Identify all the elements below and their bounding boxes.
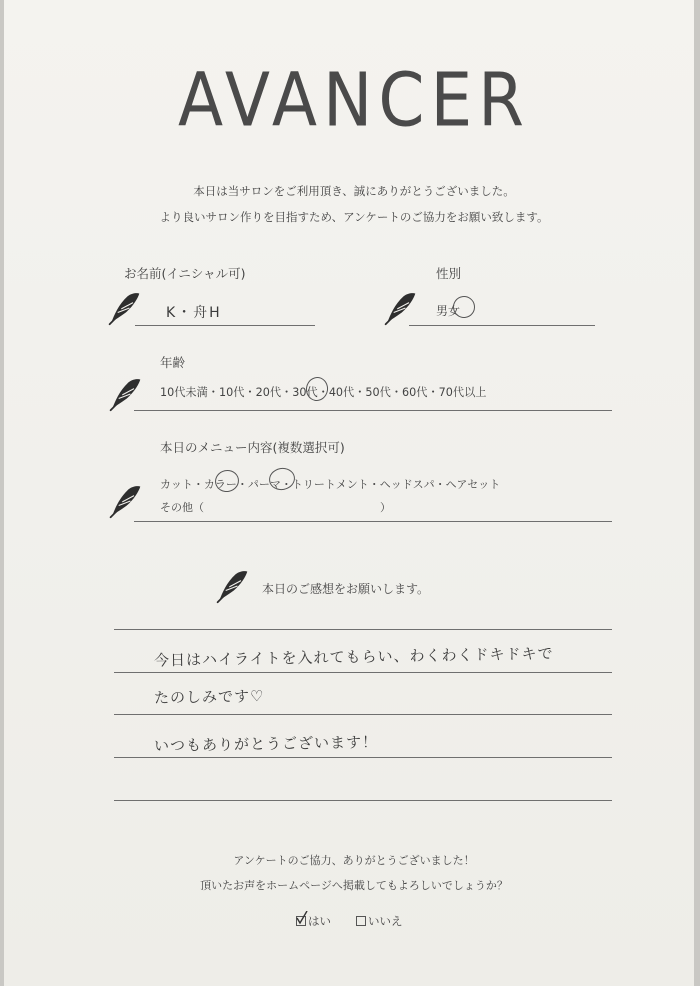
closing-line-2: 頂いたお声をホームページへ掲載してもよろしいでしょうか？ bbox=[200, 879, 508, 892]
feather-icon bbox=[382, 290, 418, 326]
feather-icon bbox=[106, 290, 142, 326]
closing-line-1: アンケートのご協力、ありがとうございました！ bbox=[233, 854, 475, 867]
publish-yes-option[interactable] bbox=[296, 913, 331, 929]
name-label: お名前(イニシャル可) bbox=[124, 266, 246, 281]
impression-text-line-2[interactable]: たのしみです♡ bbox=[153, 687, 265, 707]
impression-rule-5 bbox=[114, 800, 612, 801]
feather-icon bbox=[107, 376, 143, 412]
gender-underline bbox=[409, 325, 595, 326]
publish-no-option[interactable] bbox=[356, 913, 403, 929]
age-label: 年齢 bbox=[160, 355, 186, 370]
menu-other-option[interactable]: その他（ ） bbox=[160, 501, 391, 514]
name-underline bbox=[135, 325, 315, 326]
feather-icon bbox=[214, 568, 250, 604]
impression-label: 本日のご感想をお願いします。 bbox=[262, 582, 430, 596]
name-value[interactable]: K・舟H bbox=[166, 305, 222, 321]
intro-line-2: より良いサロン作りを目指すため、アンケートのご協力をお願い致します。 bbox=[159, 210, 549, 224]
yes-label: はい bbox=[308, 914, 331, 928]
menu-options[interactable]: カット・カラー・パーマ・トリートメント・ヘッドスパ・ヘアセット bbox=[160, 478, 501, 491]
gender-option-male[interactable]: 男 bbox=[436, 304, 449, 318]
impression-rule-1 bbox=[114, 629, 612, 630]
survey-sheet bbox=[4, 0, 694, 986]
age-options[interactable]: 10代未満・10代・20代・30代・40代・50代・60代・70代以上 bbox=[160, 386, 487, 399]
gender-option-female[interactable]: 女 bbox=[448, 304, 461, 318]
menu-label: 本日のメニュー内容(複数選択可) bbox=[160, 440, 345, 455]
brand-logo: AVANCER bbox=[177, 57, 531, 144]
gender-label: 性別 bbox=[436, 266, 462, 281]
impression-rule-4 bbox=[114, 757, 612, 758]
impression-rule-3 bbox=[114, 714, 612, 715]
no-checkbox[interactable] bbox=[356, 916, 366, 926]
impression-text-line-1[interactable]: 今日はハイライトを入れてもらい、わくわくドキドキで bbox=[153, 644, 554, 670]
intro-line-1: 本日は当サロンをご利用頂き、誠にありがとうございました。 bbox=[193, 184, 515, 198]
menu-underline bbox=[134, 521, 612, 522]
no-label: いいえ bbox=[368, 914, 403, 928]
check-mark-icon bbox=[296, 911, 308, 925]
impression-text-line-3[interactable]: いつもありがとうございます！ bbox=[153, 733, 379, 755]
age-underline bbox=[134, 410, 612, 411]
impression-rule-2 bbox=[114, 672, 612, 673]
yes-checkbox[interactable] bbox=[296, 916, 306, 926]
feather-icon bbox=[107, 483, 143, 519]
